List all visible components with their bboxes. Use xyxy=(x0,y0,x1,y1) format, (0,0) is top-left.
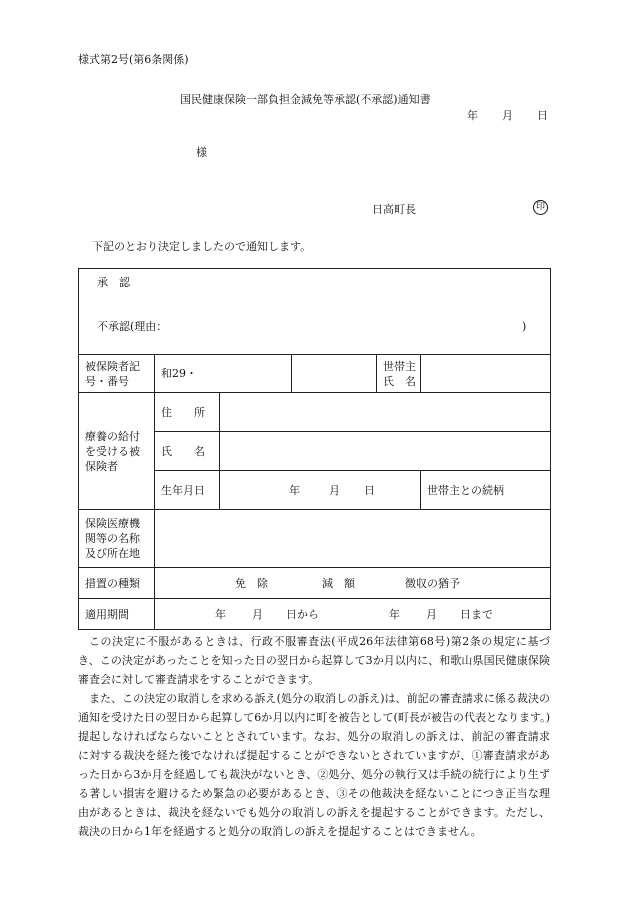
date-day-label: 日 xyxy=(537,109,548,122)
measure-label: 措置の種類 xyxy=(79,568,155,599)
name-value xyxy=(220,432,551,471)
period-from-month: 月 xyxy=(252,608,263,621)
measure-options xyxy=(155,568,551,599)
reject-close-paren: ) xyxy=(522,320,527,333)
measure-exemption: 免 除 xyxy=(235,577,268,590)
birth-month-label: 月 xyxy=(329,484,340,497)
insured-number-value: 和29・ xyxy=(155,355,292,393)
address-value xyxy=(220,393,551,432)
address-label: 住 所 xyxy=(155,393,220,432)
measure-reduction: 減 額 xyxy=(322,577,355,590)
institution-value xyxy=(155,510,551,568)
birth-year-label: 年 xyxy=(289,484,300,497)
addressee-suffix: 様 xyxy=(196,146,207,159)
birthdate-label: 生年月日 xyxy=(155,471,220,510)
period-to-day: 日まで xyxy=(460,608,493,621)
period-from-day: 日から xyxy=(286,608,319,621)
birth-day-label: 日 xyxy=(364,484,375,497)
name-label: 氏 名 xyxy=(155,432,220,471)
relation-label: 世帯主との続柄 xyxy=(421,471,551,510)
form-number: 様式第2号(第6条関係) xyxy=(78,53,189,66)
institution-label: 保険医療機関等の名称及び所在地 xyxy=(79,510,155,568)
birthdate-value xyxy=(220,471,421,510)
decision-form-table xyxy=(78,268,551,630)
decision-cell xyxy=(79,269,551,355)
period-label: 適用期間 xyxy=(79,599,155,630)
recipient-label: 療養の給付を受ける被保険者 xyxy=(79,393,155,510)
period-from-year: 年 xyxy=(215,608,226,621)
period-to-month: 月 xyxy=(426,608,437,621)
issuer: 日高町長 xyxy=(372,203,416,216)
measure-deferral: 徴収の猶予 xyxy=(405,577,460,590)
intro-text: 下記のとおり決定しましたので通知します。 xyxy=(92,240,312,253)
approve-label: 承 認 xyxy=(97,276,130,289)
reject-label: 不承認(理由： xyxy=(97,320,168,333)
householder-value xyxy=(421,355,551,393)
insured-number-label: 被保険者記号・番号 xyxy=(79,355,155,393)
period-value xyxy=(155,599,551,630)
appeal-paragraph-2: また、この決定の取消しを求める訴え(処分の取消しの訴え)は、前記の審査請求に係る裁決の通知を受けた日の翌日から起算して6か月以内に町を被告として(町長が被告の代表となります。)提起しなければならないこととされています。なお、処分の取消しの訴えは、前記の審査請求に対する裁決を経た後でなければ提起することができないとされていますが、①審査請求があった日から3か月を経過しても裁決がないとき、②処分、処分の執行又は手続の続行により生ずる著しい損害を避けるため緊急の必要があるとき、③その他裁決を経ないことにつき正当な理由があるときは、裁決を経ないでも処分の取消しの訴えを提起することができます。ただし、裁決の日から1年を経過すると処分の取消しの訴えを提起することはできません。 xyxy=(78,692,550,838)
date-year-label: 年 xyxy=(467,109,478,122)
document-title: 国民健康保険一部負担金減免等承認(不承認)通知書 xyxy=(180,93,431,106)
empty-cell xyxy=(292,355,377,393)
householder-label: 世帯主氏 名 xyxy=(377,355,421,393)
appeal-paragraph-1: この決定に不服があるときは、行政不服審査法(平成26年法律第68号)第2条の規定に基づき、この決定があったことを知った日の翌日から起算して3か月以内に、和歌山県国民健康保険審査会に対して審査請求をすることができます。 xyxy=(78,635,550,686)
seal-mark: 印 xyxy=(533,200,548,215)
period-to-year: 年 xyxy=(389,608,400,621)
date-month-label: 月 xyxy=(502,109,513,122)
appeal-notice xyxy=(78,632,550,841)
